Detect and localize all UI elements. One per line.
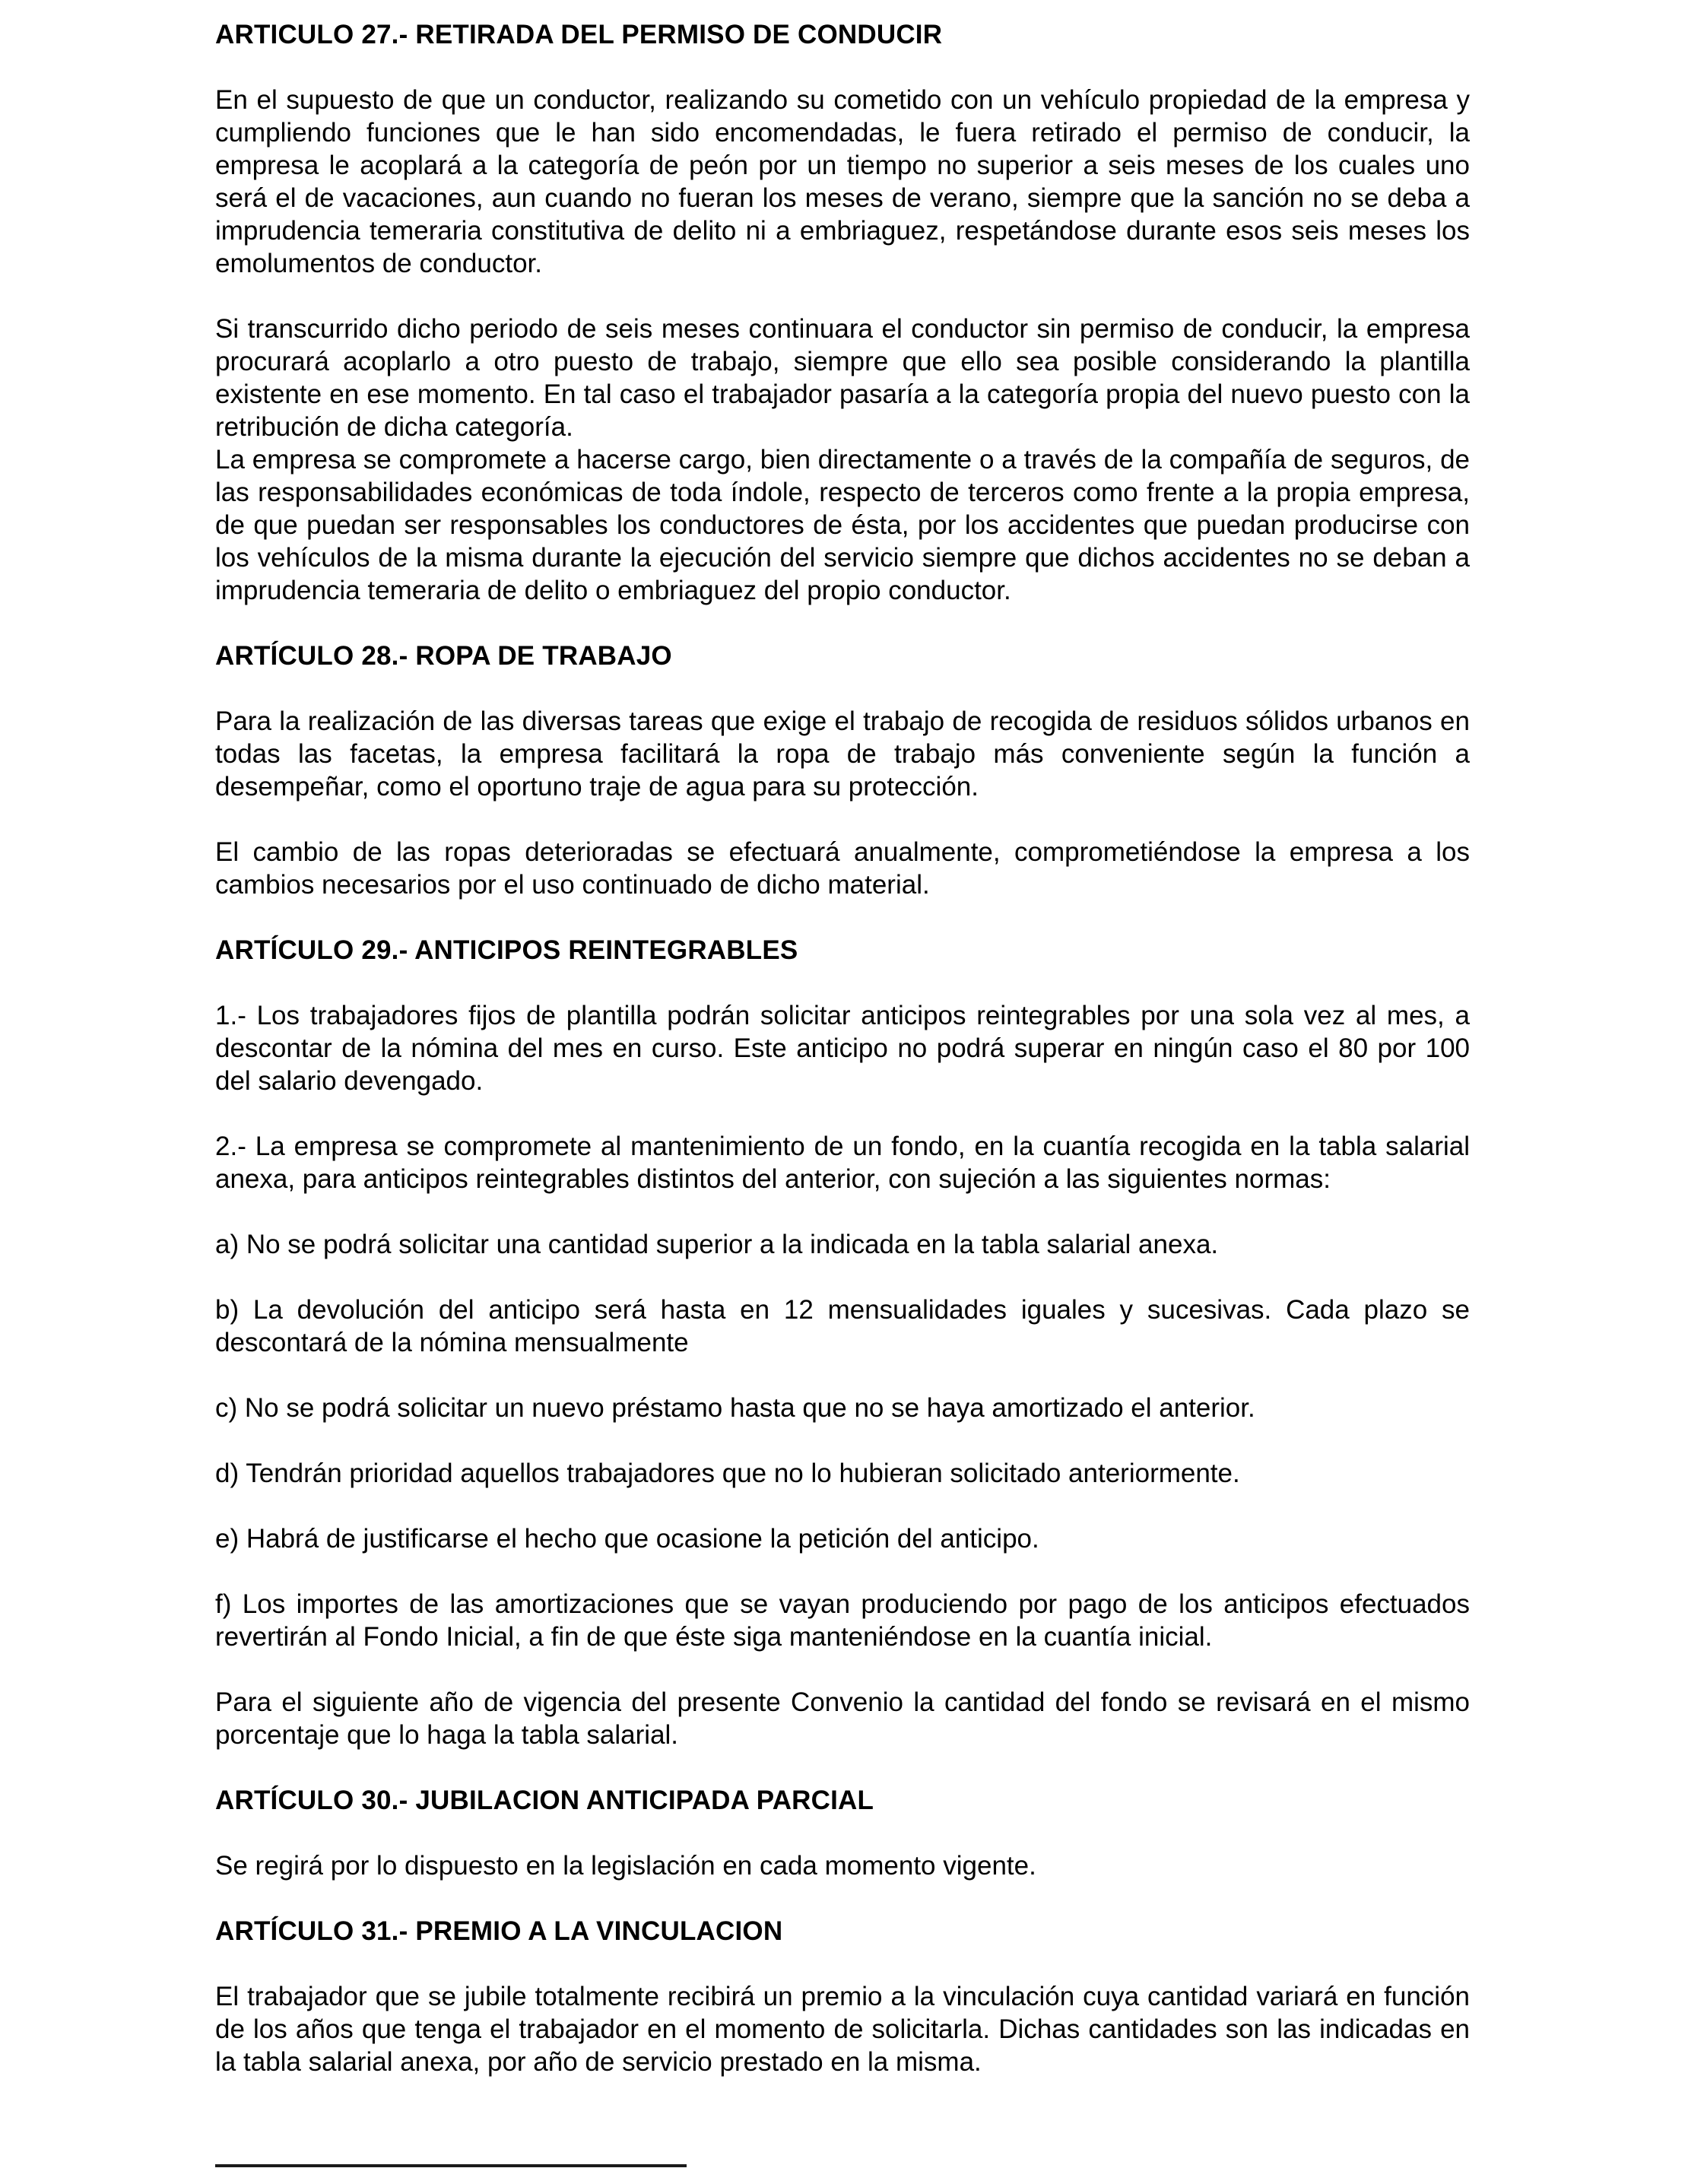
paragraph: El cambio de las ropas deterioradas se efectuará anualmente, comprometiéndose la empresa a los cambios necesarios por el uso continuado de dicho material. xyxy=(215,837,1470,900)
article-31-section xyxy=(215,1915,1470,2078)
lettered-item: b) La devolución del anticipo será hasta en 12 mensualidades iguales y sucesivas. Cada plazo se descontará de la nómina mensualmente xyxy=(215,1295,1470,1357)
article-31-heading: ARTÍCULO 31.- PREMIO A LA VINCULACION xyxy=(215,1916,783,1946)
lettered-item: d) Tendrán prioridad aquellos trabajadores que no lo hubieran solicitado anteriormente. xyxy=(215,1459,1240,1488)
paragraph: El trabajador que se jubile totalmente recibirá un premio a la vinculación cuya cantidad variará en función de los años que tenga el trabajador en el momento de solicitarla. Dichas cantidades son las indicadas en la tabla salarial anexa, por año de servicio prestado en la misma. xyxy=(215,1982,1470,2077)
article-29-heading: ARTÍCULO 29.- ANTICIPOS REINTEGRABLES xyxy=(215,935,798,965)
article-27-heading: ARTICULO 27.- RETIRADA DEL PERMISO DE CONDUCIR xyxy=(215,20,943,49)
article-30-heading: ARTÍCULO 30.- JUBILACION ANTICIPADA PARCIAL xyxy=(215,1786,874,1815)
lettered-item: a) No se podrá solicitar una cantidad superior a la indicada en la tabla salarial anexa. xyxy=(215,1230,1219,1259)
article-28-heading: ARTÍCULO 28.- ROPA DE TRABAJO xyxy=(215,641,672,671)
numbered-item: 2.- La empresa se compromete al mantenimiento de un fondo, en la cuantía recogida en la tabla salarial anexa, para anticipos reintegrables distintos del anterior, con sujeción a las siguientes normas: xyxy=(215,1132,1470,1194)
numbered-item: 1.- Los trabajadores fijos de plantilla podrán solicitar anticipos reintegrables por una sola vez al mes, a descontar de la nómina del mes en curso. Este anticipo no podrá superar en ningún caso el 80 por 100 del salario devengado. xyxy=(215,1001,1470,1096)
article-27-section xyxy=(215,18,1470,607)
paragraph: La empresa se compromete a hacerse cargo, bien directamente o a través de la compañía de seguros, de las responsabilidades económicas de toda índole, respecto de terceros como frente a la propia empresa, de que puedan ser responsables los conductores de ésta, por los accidentes que puedan producirse con los vehículos de la misma durante la ejecución del servicio siempre que dichos accidentes no se deban a imprudencia temeraria de delito o embriaguez del propio conductor. xyxy=(215,445,1470,605)
article-30-section xyxy=(215,1784,1470,1882)
paragraph: Para la realización de las diversas tareas que exige el trabajo de recogida de residuos sólidos urbanos en todas las facetas, la empresa facilitará la ropa de trabajo más conveniente según la función a desempeñar, como el oportuno traje de agua para su protección. xyxy=(215,706,1470,802)
lettered-item: c) No se podrá solicitar un nuevo préstamo hasta que no se haya amortizado el anterior. xyxy=(215,1393,1255,1423)
paragraph: Se regirá por lo dispuesto en la legislación en cada momento vigente. xyxy=(215,1851,1036,1881)
paragraph: Para el siguiente año de vigencia del presente Convenio la cantidad del fondo se revisará en el mismo porcentaje que lo haga la tabla salarial. xyxy=(215,1687,1470,1750)
footer-rule xyxy=(215,2164,687,2167)
paragraph: En el supuesto de que un conductor, realizando su cometido con un vehículo propiedad de la empresa y cumpliendo funciones que le han sido encomendadas, le fuera retirado el permiso de conducir, la empresa le acoplará a la categoría de peón por un tiempo no superior a seis meses de los cuales uno será el de vacaciones, aun cuando no fueran los meses de verano, siempre que la sanción no se deba a imprudencia temeraria constitutiva de delito ni a embriaguez, respetándose durante esos seis meses los emolumentos de conductor. xyxy=(215,85,1470,278)
lettered-item: e) Habrá de justificarse el hecho que ocasione la petición del anticipo. xyxy=(215,1524,1039,1554)
lettered-item: f) Los importes de las amortizaciones que se vayan produciendo por pago de los anticipos efectuados revertirán al Fondo Inicial, a fin de que éste siga manteniéndose en la cuantía inicial. xyxy=(215,1589,1470,1652)
article-28-section xyxy=(215,640,1470,901)
article-29-section xyxy=(215,934,1470,1751)
paragraph: Si transcurrido dicho periodo de seis meses continuara el conductor sin permiso de conducir, la empresa procurará acoplarlo a otro puesto de trabajo, siempre que ello sea posible considerando la plantilla existente en ese momento. En tal caso el trabajador pasaría a la categoría propia del nuevo puesto con la retribución de dicha categoría. xyxy=(215,314,1470,442)
